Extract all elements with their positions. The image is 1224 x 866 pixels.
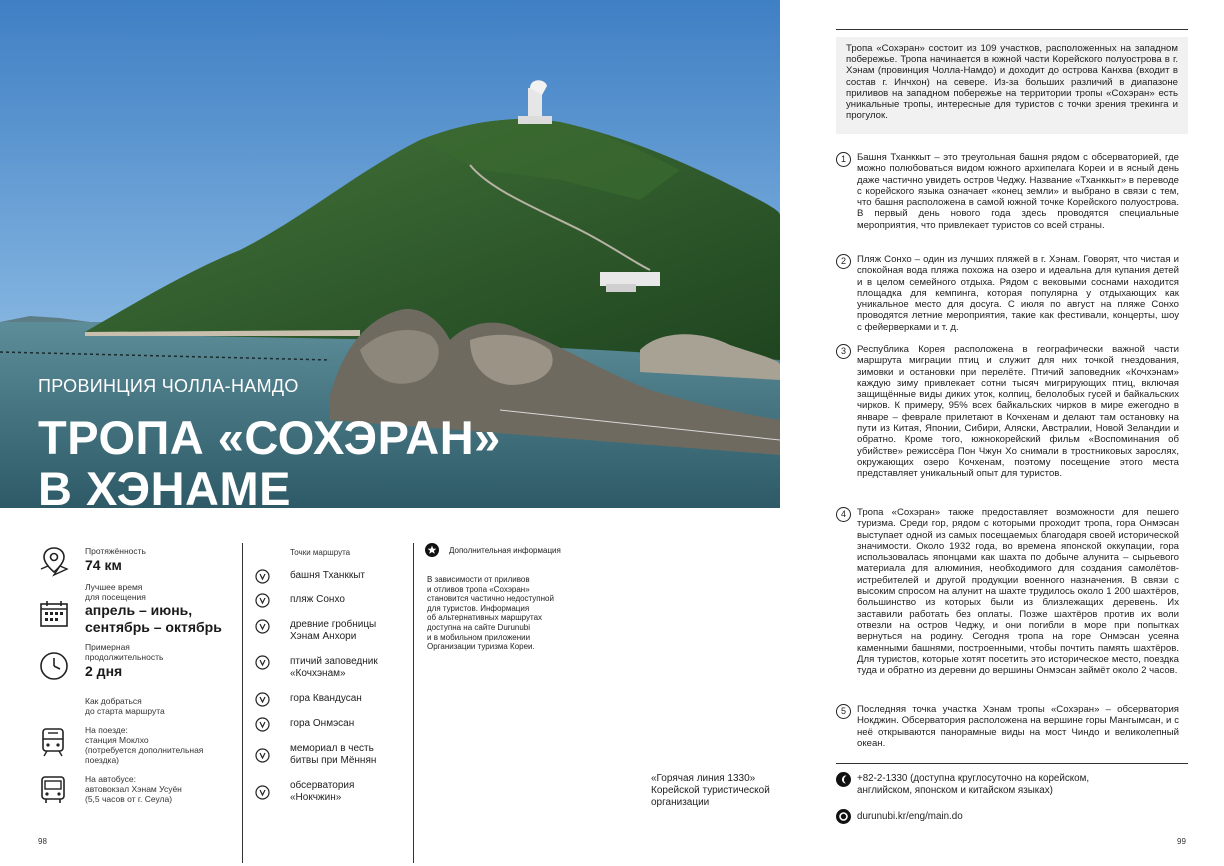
website-link[interactable]: durunubi.kr/eng/main.do xyxy=(857,811,963,822)
intro-text: Тропа «Сохэран» состоит из 109 участков, расположенных на западном побережье. Тропа начинается в южной части Корейского полуострова в г. Хэнам (провинция Чолла-Намдо) и доходит до острова Канхва (входит в состав г. Инчхон) на севере. Из-за больших различий в диапазоне приливов на западном побережье на территории тропы «Сохэран» есть уникальные тропы, интересные для туристов с точки зрения трекинга и прогулок. xyxy=(846,43,1178,122)
phone-icon xyxy=(836,772,851,787)
route-point-icon xyxy=(255,692,270,707)
route-point-icon xyxy=(255,785,270,800)
best-time-value: апрель – июнь, сентябрь – октябрь xyxy=(85,602,222,635)
item-text-3: Республика Корея расположена в географически важной части маршрута миграции птиц и служит для них точкой гнездования, зимовки и остановки при перелёте. Птичий заповедник «Кочхэнам» каждую зиму привлекает сотни тысяч мигрирующих птиц, включая защищённые виды диких уток, колпиц, белолобых гусей и байкальских чирков. К примеру, 95% всех байкальских чирков в мире ежегодно в январе – феврале прилетают в Кочхенам и делают там остановку на пути из Китая, Японии, Сибири, Аляски, Австралии, Новой Зеландии и обратно. Кроме того, южнокорейский фильм «Воспоминания об убийстве» режиссёра Пон Чжун Хо снимали в тростниковых зарослях, окружающих озеро Кочхенам, поэтому посещение этого места представляет уникальный опыт для туристов. xyxy=(857,344,1179,480)
item-text-2: Пляж Сонхо – один из лучших пляжей в г. Хэнам. Говорят, что чистая и спокойная вода пляжа похожа на озеро и идеальна для купания детей и в целом семейного отдыха. Рядом с вековыми соснами находится площадка для кемпинга, которая популярна у отдыхающих как уникальное место для досуга. С июля по август на пляже Сонхо проводятся летние мероприятия, такие как фестивали, концерты, шоу с фейерверками и т. д. xyxy=(857,254,1179,333)
route-point-icon xyxy=(255,655,270,670)
title-line-2: В ХЭНАМЕ xyxy=(38,462,291,515)
extra-info-heading: Дополнительная информация xyxy=(449,546,561,555)
route-point-icon xyxy=(255,593,270,608)
getting-there-label: Как добраться до старта маршрута xyxy=(85,696,165,716)
length-value: 74 км xyxy=(85,557,122,573)
length-label: Протяжённость xyxy=(85,546,146,556)
item-number-5: 5 xyxy=(836,704,851,719)
item-number-1: 1 xyxy=(836,152,851,167)
page-number-right: 99 xyxy=(1177,837,1186,846)
duration-label: Примерная продолжительность xyxy=(85,642,164,662)
route-point-6: гора Онмэсан xyxy=(290,718,355,729)
extra-info-text: В зависимости от приливов и отливов тропа «Сохэран» становится частично недоступной для туристов. Информация об альтернативных маршрутах доступна на сайте Durunubi и в мобильном приложении Организации туризма Кореи. xyxy=(427,575,554,652)
clock-icon xyxy=(38,650,70,682)
top-rule xyxy=(836,29,1188,30)
route-point-1: башня Тханккыт xyxy=(290,570,365,581)
route-heading: Точки маршрута xyxy=(290,548,351,557)
map-pin-icon xyxy=(38,545,70,577)
route-point-5: гора Квандусан xyxy=(290,693,362,704)
route-point-2: пляж Сонхо xyxy=(290,594,345,605)
title-line-1: ТРОПА «СОХЭРАН» xyxy=(38,411,501,464)
page-title xyxy=(38,412,501,514)
route-point-3: древние гробницы Хэнам Анхори xyxy=(290,619,377,642)
train-info: На поезде: станция Моклхо (потребуется дополнительная поездка) xyxy=(85,725,204,765)
calendar-icon xyxy=(38,598,70,630)
route-point-4: птичий заповедник «Кочхэнам» xyxy=(290,656,378,679)
train-icon xyxy=(40,727,66,757)
route-point-icon xyxy=(255,619,270,634)
item-text-1: Башня Тханккыт – это треугольная башня рядом с обсерваторией, где можно полюбоваться видом южного архипелага Кореи и в ясный день даже частично увидеть остров Чеджу. Название «Тханккыт» в переводе с корейского языка означает «конец земли» и выбрано в связи с тем, что башня расположена в самой южной точке Корейского полуострова. В первый день нового года здесь проводятся специальные мероприятия, что привлекает туристов со всей страны. xyxy=(857,152,1179,231)
hotline-note: «Горячая линия 1330» Корейской туристической организации xyxy=(651,773,770,808)
route-point-icon xyxy=(255,717,270,732)
item-number-4: 4 xyxy=(836,507,851,522)
best-time-label: Лучшее время для посещения xyxy=(85,582,146,602)
contact-rule xyxy=(836,763,1188,764)
duration-value: 2 дня xyxy=(85,663,123,679)
route-point-8: обсерватория «Нокчжин» xyxy=(290,780,355,803)
item-number-3: 3 xyxy=(836,344,851,359)
page-number-left: 98 xyxy=(38,837,47,846)
item-text-5: Последняя точка участка Хэнам тропы «Сохэран» – обсерватория Нокджин. Обсерватория расположена на вершине горы Мангымсан, и с неё открываются панорамные виды на мост Чиндо и великолепный океан. xyxy=(857,704,1179,749)
column-divider xyxy=(242,543,243,863)
region-label: ПРОВИНЦИЯ ЧОЛЛА-НАМДО xyxy=(38,376,299,396)
phone-info: +82-2-1330 (доступна круглосуточно на корейском, английском, японском и китайском языках) xyxy=(857,773,1090,796)
web-icon xyxy=(836,809,851,824)
route-point-7: мемориал в честь битвы при Мённян xyxy=(290,743,377,766)
item-number-2: 2 xyxy=(836,254,851,269)
bus-icon xyxy=(40,775,66,805)
info-star-icon xyxy=(425,543,439,557)
route-point-icon xyxy=(255,748,270,763)
route-point-icon xyxy=(255,569,270,584)
item-text-4: Тропа «Сохэран» также предоставляет возможности для пешего туризма. Среди гор, рядом с которыми проходит тропа, гора Онмэсан выступает одной из самых посещаемых благодаря своей исторической значимости. Около 1932 года, во времена японской оккупации, гора использовалась японцами как шахта по добыче алунита – сырьевого материала для алюминия, необходимого для создания самолётов-истребителей и другой продукции военного назначения. В связи с высоким спросом на алунит на шахте трудилось около 1 200 шахтёров, большинство из которых были из близлежащих деревень. Их заставили работать без оплаты. Позже шахтёров против их воли отвезли на остров Чеджу, и они погибли в море при попытках вернуться на родину. Сегодня тропа на горе Онмэсан усеяна каменными башнями, построенными, чтобы почтить память шахтёров. Для туристов, которые хотят посетить это историческое место, поездка туда и обратно из деревни до вершины Онмэсан займёт около 2 часов. xyxy=(857,507,1179,677)
bus-info: На автобусе: автовокзал Хэнам Усуён (5,5 часов от г. Сеула) xyxy=(85,774,182,804)
column-divider xyxy=(413,543,414,863)
